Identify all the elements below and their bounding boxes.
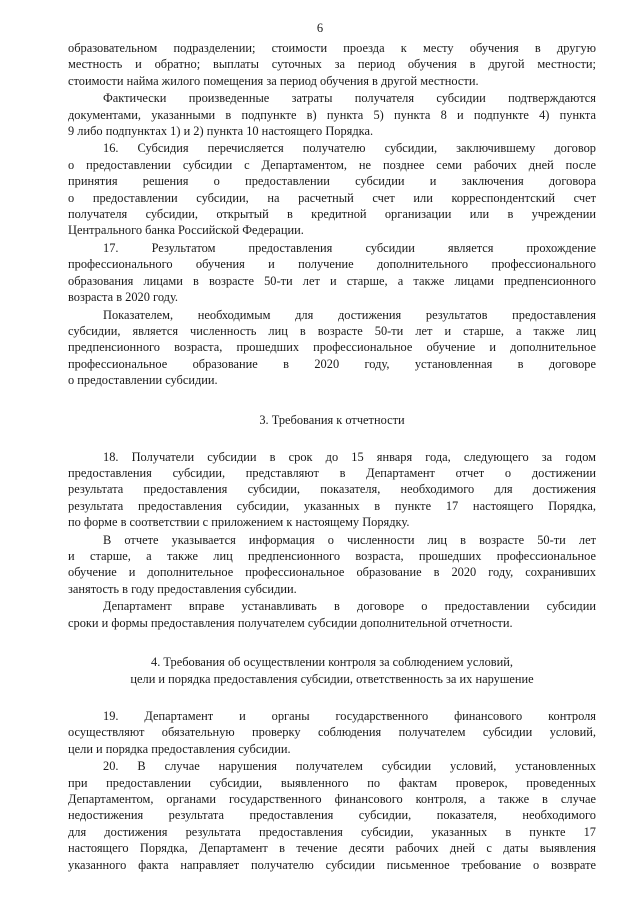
- text-line: образовательном подразделении; стоимости проезда к месту обучения в другую: [68, 41, 596, 55]
- text-line: обучение и дополнительное профессиональное образование в 2020 году, сохранивших: [68, 565, 596, 580]
- text-line: сроки и формы предоставления получателем субсидии дополнительной отчетности.: [68, 615, 513, 630]
- text-line: предоставления субсидии, представляют в Департамент отчет о достижении: [68, 465, 596, 480]
- paragraph-19: [68, 708, 596, 757]
- text-line: принятия решения о предоставлении субсидии и заключения договора: [68, 174, 596, 189]
- paragraph-18-additional-reporting: [68, 598, 596, 631]
- text-line: Департаментом, органами государственного финансового контроля, а также в случае: [68, 792, 596, 807]
- page-number: 6: [316, 21, 324, 35]
- text-line: документами, указанными в подпункте в) пункта 5) пункта 8 и подпункте 4) пункта: [68, 107, 596, 122]
- text-line: указанного факта направляет получателю субсидии письменное требование о возврате: [68, 857, 596, 872]
- paragraph-18: [68, 449, 596, 531]
- section-heading-4-line-2: цели и порядка предоставления субсидии, ответственность за их нарушение: [130, 672, 534, 686]
- text-line: 9 либо подпунктах 1) и 2) пункта 10 настоящего Порядка.: [68, 124, 374, 139]
- text-line: осуществляют обязательную проверку соблюдения получателем субсидии условий,: [68, 725, 596, 740]
- text-line: занятость в году предоставления субсидии.: [68, 581, 297, 596]
- paragraph-18-report-content: [68, 532, 596, 598]
- text-line: 16. Субсидия перечисляется получателю субсидии, заключившему договор: [103, 141, 596, 156]
- text-line: стоимости найма жилого помещения за период обучения в другой местности.: [68, 73, 479, 88]
- text-line: 18. Получатели субсидии в срок до 15 января года, следующего за годом: [103, 449, 596, 464]
- text-line: Департамент вправе устанавливать в договоре о предоставлении субсидии: [103, 599, 596, 614]
- text-line: о предоставлении субсидии с Департаментом, не позднее семи рабочих дней после: [68, 157, 596, 172]
- document-body: [68, 40, 596, 874]
- text-line: Показателем, необходимым для достижения результатов предоставления: [103, 307, 596, 322]
- text-line: субсидии, является численность лиц в возрасте 50-ти лет и старше, а также лиц: [68, 323, 596, 338]
- text-line: результата предоставления субсидии, указанных в пункте 17 настоящего Порядка,: [68, 498, 596, 513]
- text-line: образования лицами в возрасте 50-ти лет и старше, а также лицами предпенсионного: [68, 273, 596, 288]
- text-line: профессиональное образование в 2020 году, установленная в договоре: [68, 356, 596, 371]
- text-line: по форме в соответствии с приложением к настоящему Порядку.: [68, 515, 410, 530]
- text-line: недостижения результата предоставления субсидии, показателя, необходимого: [68, 808, 596, 823]
- text-line: В отчете указывается информация о численности лиц в возрасте 50-ти лет: [103, 532, 596, 547]
- section-heading-3: 3. Требования к отчетности: [259, 412, 405, 427]
- text-line: возраста в 2020 году.: [68, 290, 179, 305]
- section-heading-4-line-1: 4. Требования об осуществлении контроля за соблюдением условий,: [151, 655, 513, 669]
- text-line: 20. В случае нарушения получателем субсидии условий, установленных: [103, 759, 596, 774]
- text-line: 19. Департамент и органы государственного финансового контроля: [103, 709, 596, 723]
- text-line: Фактически произведенные затраты получателя субсидии подтверждаются: [103, 91, 596, 106]
- paragraph-17-indicator: [68, 307, 596, 389]
- text-line: Центрального банка Российской Федерации.: [68, 223, 304, 238]
- text-line: цели и порядка предоставления субсидии.: [68, 741, 291, 756]
- text-line: для достижения результата предоставления субсидии, указанных в пункте 17: [68, 824, 596, 839]
- paragraph-17: [68, 240, 596, 306]
- text-line: 17. Результатом предоставления субсидии является прохождение: [103, 240, 596, 255]
- text-line: при предоставлении субсидии, выявленного по фактам проверок, проведенных: [68, 775, 596, 790]
- text-line: предпенсионного возраста, прошедших профессиональное обучение и дополнительное: [68, 340, 596, 355]
- text-line: о предоставлении субсидии.: [68, 373, 218, 388]
- paragraph-20: [68, 758, 596, 873]
- paragraph-actual-costs: [68, 90, 596, 139]
- paragraph-continuation: [68, 40, 596, 89]
- paragraph-16: [68, 140, 596, 238]
- text-line: профессионального обучения и получение дополнительного профессионального: [68, 257, 596, 272]
- text-line: результата предоставления субсидии, показателя, необходимого для достижения: [68, 482, 596, 497]
- text-line: настоящего Порядка, Департамент в течение десяти рабочих дней с даты выявления: [68, 841, 596, 856]
- text-line: местность и обратно; выплаты суточных за период обучения в другой местности;: [68, 57, 596, 72]
- text-line: и старше, а также лиц предпенсионного возраста, прошедших профессиональное: [68, 548, 596, 563]
- text-line: о предоставлении субсидии, на расчетный счет или корреспондентский счет: [68, 190, 596, 205]
- text-line: получателя субсидии, открытый в кредитной организации или в учреждении: [68, 207, 596, 222]
